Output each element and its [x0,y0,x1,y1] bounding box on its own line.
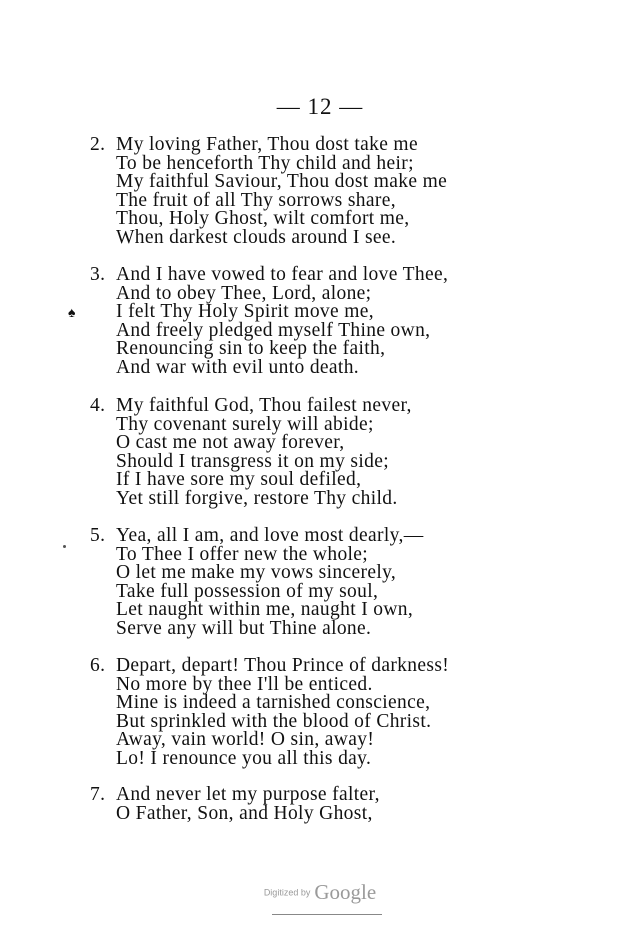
stanza-line: 2. My loving Father, Thou dost take me [90,134,418,155]
stanza-line: 7. And never let my purpose falter, [90,784,380,805]
stanza-line: Let naught within me, naught I own, [116,599,414,621]
stanza-line: Take full possession of my soul, [116,580,379,602]
stanza-number: 5. [90,525,106,546]
bottom-rule [272,914,382,915]
stanza-6 [90,657,449,769]
stanza-line: When darkest clouds around I see. [116,226,397,248]
stanza-2 [90,136,447,248]
page-number: — 12 — [276,94,364,119]
stanza-line: O cast me not away forever, [116,432,345,454]
digitized-watermark [0,880,640,905]
stanza-line: Away, vain world! O sin, away! [116,729,375,751]
stanza-line: To Thee I offer new the whole; [116,543,369,565]
stanza-line: The fruit of all Thy sorrows share, [116,189,396,211]
stanza-line: My faithful Saviour, Thou dost make me [116,171,448,193]
stanza-line: Mine is indeed a tarnished conscience, [116,692,431,714]
stanza-number: 4. [90,395,106,416]
stanza-line: To be henceforth Thy child and heir; [116,152,414,174]
watermark-brand: Google [314,880,377,904]
stanza-line: And to obey Thee, Lord, alone; [116,282,372,304]
stanza-line: Thy covenant surely will abide; [116,413,374,435]
margin-spade-icon: ♠ [68,306,76,321]
watermark-prefix: Digitized by [263,887,311,898]
stanza-line: 3. And I have vowed to fear and love Thee, [90,264,449,285]
stanza-line: 4. My faithful God, Thou failest never, [90,395,412,416]
stanza-line: No more by thee I'll be enticed. [116,673,373,695]
stanza-number: 7. [90,784,106,805]
stanza-line: Thou, Holy Ghost, wilt comfort me, [116,208,410,230]
stanza-line: Renouncing sin to keep the faith, [116,338,386,360]
stanza-line: Lo! I renounce you all this day. [116,747,372,769]
stanza-number: 3. [90,264,106,285]
stanza-line: O let me make my vows sincerely, [116,562,397,584]
stanza-line: O Father, Son, and Holy Ghost, [116,802,373,824]
stanza-line: I felt Thy Holy Spirit move me, [116,301,374,323]
stanza-line: And war with evil unto death. [116,356,360,378]
stanza-3 [90,266,448,378]
stanza-line: But sprinkled with the blood of Christ. [116,710,432,732]
stanza-7 [90,786,380,823]
stanza-5 [90,527,424,639]
stanza-4 [90,397,412,509]
stanza-line: 5. Yea, all I am, and love most dearly,— [90,525,424,546]
margin-dot [63,545,66,548]
stanza-line: If I have sore my soul defiled, [116,469,362,491]
stanza-number: 2. [90,134,106,155]
stanza-line: And freely pledged myself Thine own, [116,319,431,341]
stanza-number: 6. [90,655,106,676]
stanza-line: Serve any will but Thine alone. [116,617,372,639]
stanza-line: 6. Depart, depart! Thou Prince of darkness! [90,655,450,676]
stanza-line: Yet still forgive, restore Thy child. [116,487,398,509]
stanza-line: Should I transgress it on my side; [116,450,389,472]
